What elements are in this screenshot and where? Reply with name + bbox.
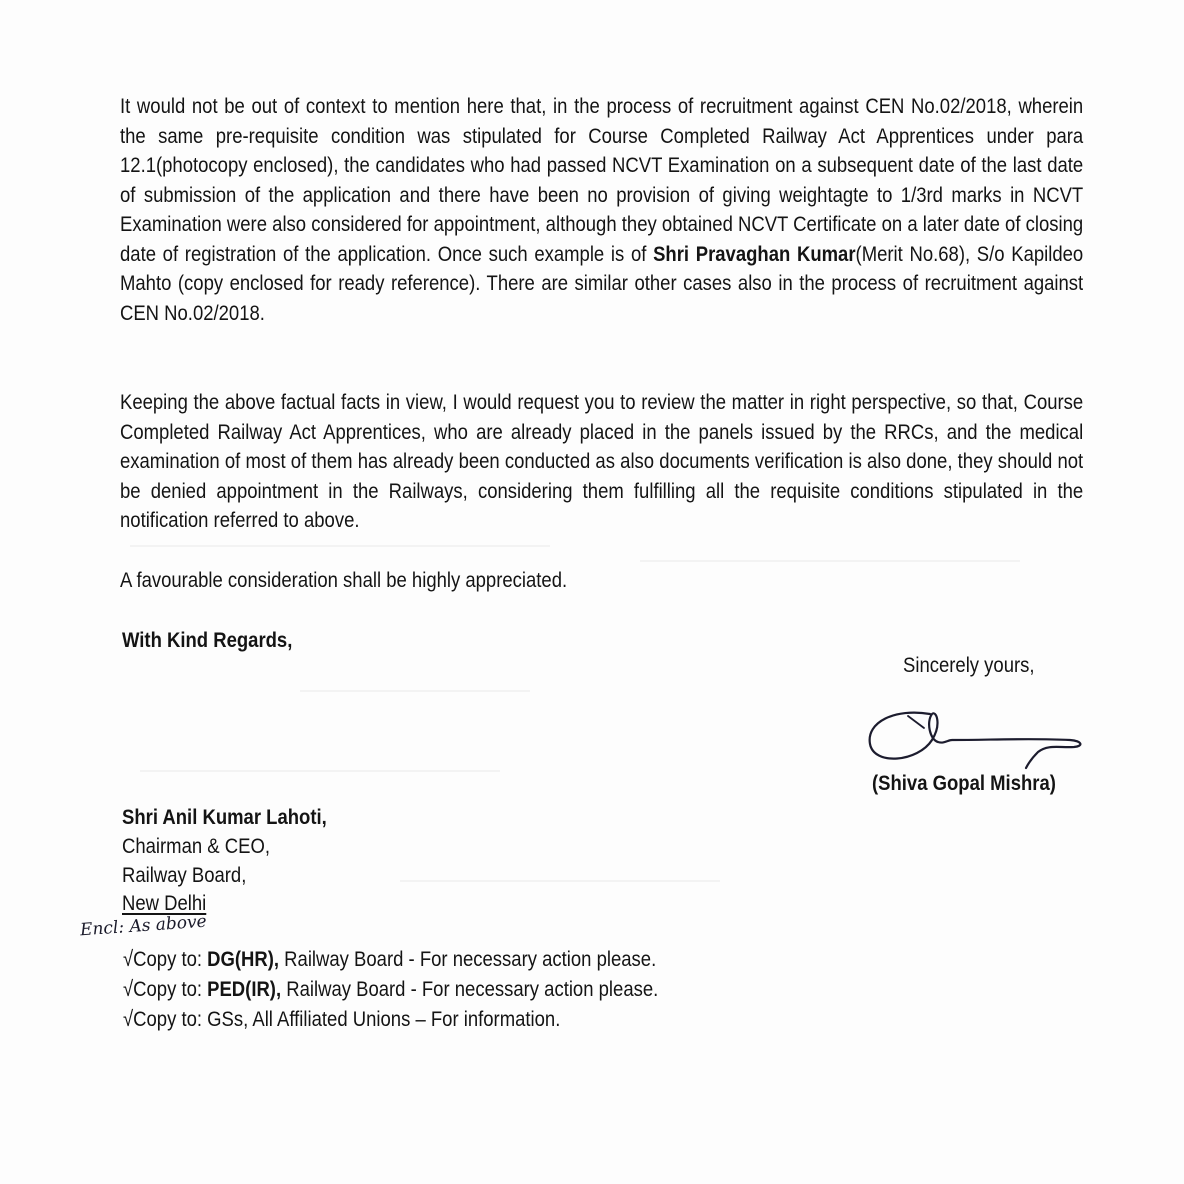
copy-to-line: [123, 1006, 560, 1032]
handwritten-signature: [860, 700, 1100, 772]
regards-line: With Kind Regards,: [122, 628, 293, 652]
copy-purpose: All Affiliated Unions – For information.: [248, 1007, 561, 1031]
candidate-name: Shri Pravaghan Kumar: [653, 241, 856, 266]
show-through-mark: [400, 880, 720, 882]
addressee-designation: Chairman & CEO,: [122, 834, 270, 858]
copy-recipient: GSs,: [207, 1007, 249, 1031]
show-through-mark: [130, 545, 550, 547]
paragraph-appreciation: A favourable consideration shall be highly appreciated.: [120, 568, 568, 592]
copy-purpose: Railway Board - For necessary action please.: [281, 977, 659, 1001]
copy-to-line: [123, 976, 658, 1002]
copy-purpose: Railway Board - For necessary action please.: [279, 947, 657, 971]
paragraph-request: Keeping the above factual facts in view, I would request you to review the matter in right perspective, so that, Course Completed Railway Act Apprentices, who are already placed in the panels issued by the RRCs, and the medical examination of most of them has already been conducted as also documents verification is also done, they should not be denied appointment in the Railways, considering them fulfilling all the requisite conditions stipulated in the notification referred to above.: [120, 390, 1084, 532]
addressee-city: New Delhi: [122, 891, 207, 915]
show-through-mark: [140, 770, 500, 772]
copy-prefix: √Copy to:: [123, 977, 208, 1001]
copy-prefix: √Copy to:: [123, 1007, 208, 1031]
closing-line: Sincerely yours,: [903, 653, 1035, 677]
paragraph1-text-a: It would not be out of context to mention here that, in the process of recruitment against CEN No.02/2018, wherein the same pre-requisite condition was stipulated for Course Completed Railway Act Apprentices under para 12.1(photocopy enclosed), the candidates who had passed NCVT Examination on a subsequent date of the last date of submission of the application and there have been no provision of giving weightagte to 1/3rd marks in NCVT Examination were also considered for appointment, although they obtained NCVT Certificate on a later date of closing date of registration of the application. Once such example is of: [120, 94, 1084, 266]
copy-to-line: [123, 946, 656, 972]
handwritten-enclosure-note: Encl: As above: [79, 911, 208, 941]
addressee-organization: Railway Board,: [122, 863, 247, 887]
show-through-mark: [640, 560, 1020, 562]
signatory-name: (Shiva Gopal Mishra): [872, 771, 1056, 795]
copy-prefix: √Copy to:: [123, 947, 208, 971]
paragraph1-text-b: (Merit No.68), S/o Kapildeo Mahto (copy enclosed for ready reference). There are similar other cases also in the process of recruitment against CEN No.02/2018.: [120, 241, 1084, 325]
addressee-name: Shri Anil Kumar Lahoti,: [122, 805, 327, 829]
copy-recipient: PED(IR),: [207, 977, 282, 1001]
show-through-mark: [300, 690, 530, 692]
paragraph-recruitment-context: [120, 92, 1083, 328]
copy-recipient: DG(HR),: [207, 947, 280, 971]
